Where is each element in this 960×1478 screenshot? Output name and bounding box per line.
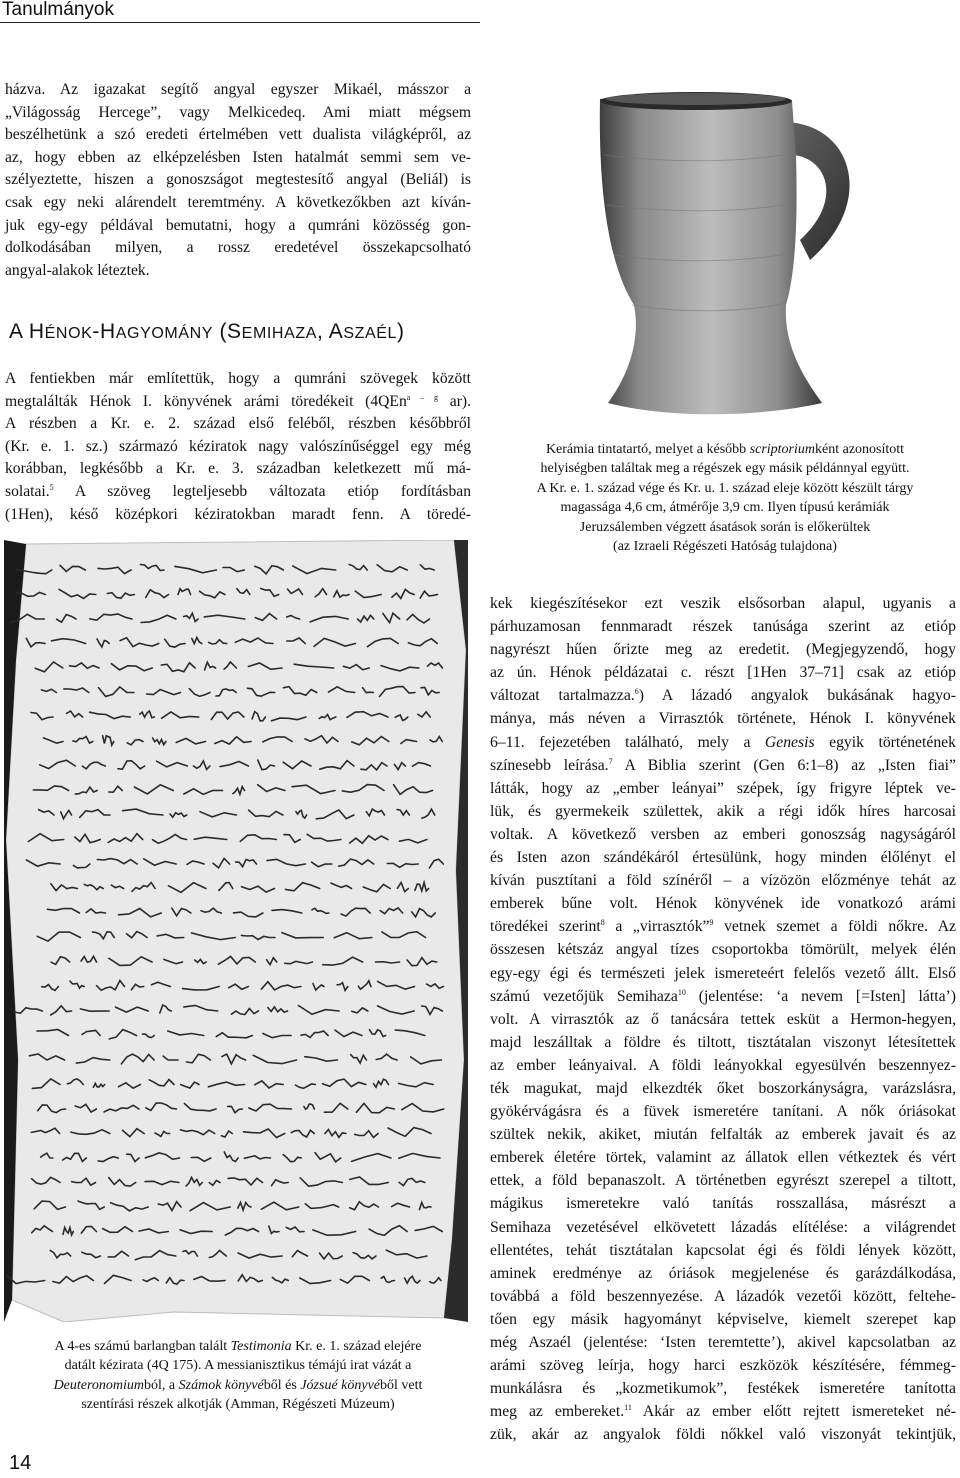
manuscript-caption: A 4-es számú barlangban talált Testimonia Kr. e. 1. század elejére datált kézirata (4Q 175). A messianisztikus témájú irat vázát a Deuteronomiumból, a Számok könyvéből és Józsué könyvéből vett szentírási részek alkotják (Amman, Régészeti Múzeum) [53,1339,423,1413]
text-line: juk egy-egy példával bemutatni, hogy a qumráni közösség gon- [5,216,471,234]
text-line: dolkodásában milyen, a rossz eredetével összekapcsolható [5,239,471,257]
intro-paragraph-text [5,79,471,282]
section-paragraph-text: A fentiekben már említettük, hogy a qumráni szövegek között megtalálták Hénok I. könyvének arámi töredékeit (4QEn$^{a - g}$ ar). A részben a Kr. e. 2. század első feléből, részben későbbről (Kr. e. 1. sz.) származó kéziratok nagy valószínűséggel egy még korábban, legkésőbb a Kr. e. 3. században keletkezett mű má- solatai.$^5$ A szöveg legteljesebb változata etióp fordításban (1Hen), késő középkori kéziratokban maradt fenn. A töredé- [5,370,471,523]
manuscript-photo [4,540,468,1322]
inkwell-caption: Kerámia tintatartó, melyet a később scriptoriumként azonosított helyiségben találtak meg a régészek egy másik példánnyal együtt. A Kr. e. 1. század vége és Kr. u. 1. század eleje között készült tárgy magassága 4,6 cm, átmérője 3,9 cm. Ilyen típusú kerámiák Jeruzsálemben végzett ásatások során is előkerültek (az Izraeli Régészeti Hatóság tulajdona) [536,442,914,555]
text-line: „Világosság Hercege”, vagy Melkicedeq. Ami miatt mégsem [5,103,471,121]
section-paragraph [5,368,471,526]
running-head-title: Tanulmányok [2,0,114,20]
text-line: csak egy neki alárendelt teremtmény. A következőkben azt kíván- [5,193,471,211]
text-line: házva. Az igazakat segítő angyal egyszer Mikaél, másszor a [5,81,471,98]
inkwell-photo [560,85,880,423]
column-right [490,592,956,1446]
text-line: beszélhetünk a szó eredeti értelmében vett dualista világképről, az [5,126,471,144]
section-heading: A HÉNOK-HAGYOMÁNY (SEMIHAZA, ASZAÉL) [9,320,405,343]
text-line: szélyeztette, hiszen a gonoszságot megtestesítő angyal (Beliál) is [5,171,471,189]
page-number: 14 [9,1452,32,1474]
text-line: angyal-alakok léteztek. [5,261,150,279]
column-right-text: kek kiegészítésekor ezt veszik elsősorban alapul, ugyanis a párhuzamosan fennmaradt részek tanúsága szerint az etióp nagyrészt hűen őrizte meg az eredetit. (Megjegyzendő, hogy az ún. Hénok példázatai c. részt [1Hen 37–71] csak az etióp változat tartalmazza.$^6$) A lázadó angyalok bukásának hagyo- mánya, más néven a Virrasztók története, Hénok I. könyvének 6–11. fejezetében található, mely a Genesis egyik történetének színesebb leírása.$^7$ A Biblia szerint (Gen 6:1–8) az „Isten fiai” látták, hogy az „ember leányai” szépek, így frigyre léptek ve- lük, és gyermekeik születtek, akik a régi idők híres harcosai voltak. A következő versben az emberi gonoszság nagyságáról és Isten azon szándékáról értesülünk, hogy minden élőlényt el kíván pusztítani a föld színéről – a vízözön előzménye tehát az emberek bűne volt. Hénok könyvének ide vonatkozó arámi töredékei szerint$^8$ a „virrasztók”$^9$ vetnek szemet a földi nőkre. Az összesen kétszáz angyal tízes csoportokba tömörült, melyek élén egy-egy égi és természeti jelek ismereteért felelős vezető állt. Első számú vezetőjük Semihaza$^{10}$ (jelentése: ‘a nevem [=Isten] látta’) volt. A virrasztók az ő tanácsára tettek esküt a Hermon-hegyen, majd leszálltak a földre és tiltott, tisztátalan viszonyt létesítettek az ember leányaival. A földi leányokkal egyesülvén beszennyez- ték magukat, majd elkezdték őket boszorkányságra, varázslásra, gyökérvágásra és a füvek ismeretére tanítani. A nők óriásokat szültek nekik, akiket, miután felfalták az emberek javait és az emberek életére törtek, valamint az állatok ellen vétkeztek és vért ettek, a föld bepanaszolt. A történetben egyrészt szerepel a tiltott, mágikus ismeretekre való tanítás rosszallása, másrészt a Semihaza vezetésével elkövetett lázadás elítélése: a világrendet ellentétes, tehát tisztátalan kapcsolat égi és földi lények között, aminek eredménye az óriások megjelenése és garázdálkodása, továbbá a föld beszennyezése. A lázadók vezetői között, feltehe- tően egy másik hagyományt képviselve, kiemelt szerepet kap még Aszaél (jelentése: ‘Isten teremtette’), akivel kapcsolatban az arámi szöveg leírja, hogy harci eszközök készítésére, fémmeg- munkálásra és „kozmetikumok”, festékek ismeretére tanította meg az embereket.$^{11}$ Akár az ember előtt rejtett ismereteket né- zük, akár az angyalok földi nőkkel való viszonyát tekintjük, [490,595,956,1444]
inkwell-illustration [560,85,880,423]
text-line: az, hogy ebben az elképzelésben Isten hatalmát semmi sem ve- [5,148,471,166]
running-head [0,0,480,23]
manuscript-illustration [4,540,468,1322]
intro-paragraph [5,79,471,282]
